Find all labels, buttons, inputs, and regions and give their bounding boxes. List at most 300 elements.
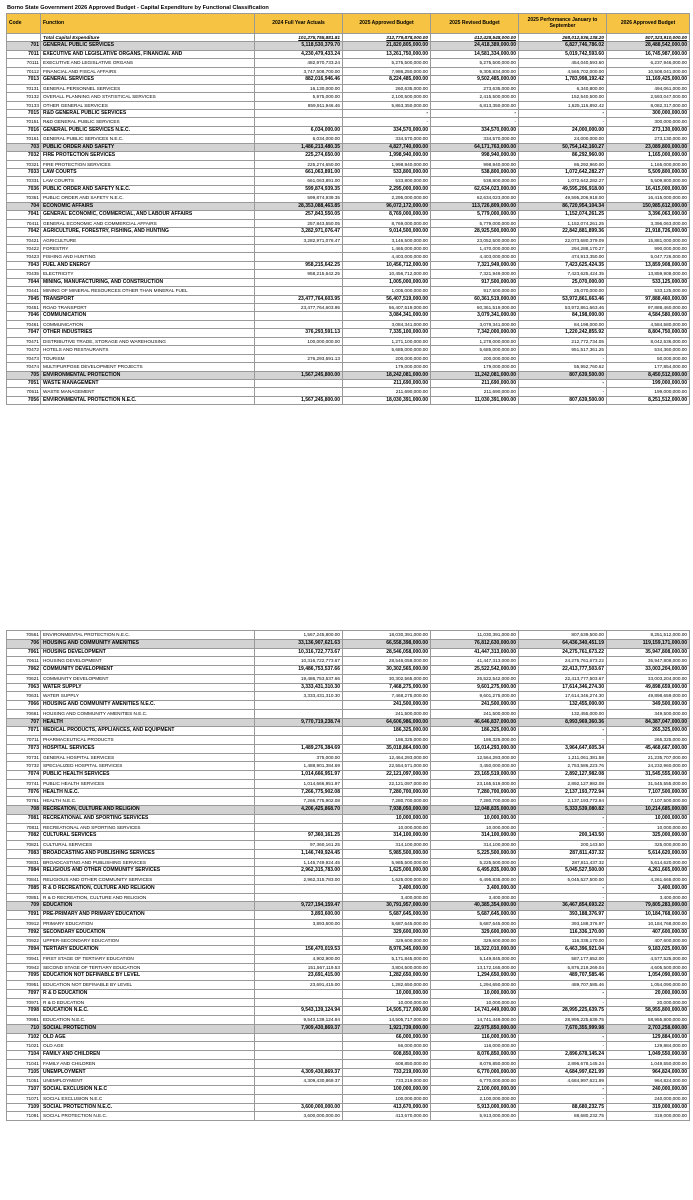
performance-2025-cell: 1,625,116,892.42 (519, 101, 607, 109)
approved-2025-cell: 1,625,000,000.00 (343, 876, 431, 885)
approved-2026-cell: 10,184,768,000.00 (607, 919, 690, 928)
function-cell: RECREATIONAL AND SPORTING SERVICES (41, 823, 255, 832)
revised-2025-cell: 3,079,341,000.00 (431, 312, 519, 320)
actuals-2024-cell: 225,274,650.00 (255, 160, 343, 168)
revised-2025-cell: 14,741,449,000.00 (431, 1007, 519, 1016)
function-cell: EDUCATION N.E.C. (41, 1007, 255, 1016)
actuals-2024-cell: 859,911,946.46 (255, 101, 343, 109)
function-cell: SOCIAL EXCLUSION N.E.C (41, 1094, 255, 1103)
function-cell: UNEMPLOYMENT (41, 1077, 255, 1086)
code-cell: 70811 (7, 823, 41, 832)
code-cell: 70922 (7, 937, 41, 946)
performance-2025-cell: 2,137,193,772.94 (519, 788, 607, 797)
function-cell: GENERAL SERVICES (41, 76, 255, 84)
approved-2025-cell: 5,275,500,000.00 (343, 59, 431, 67)
actuals-2024-cell: 3,333,431,310.30 (255, 692, 343, 701)
approved-2026-cell: 407,600,000.00 (607, 937, 690, 946)
code-cell: 71091 (7, 1112, 41, 1121)
approved-2026-cell: 8,251,512,000.00 (607, 396, 690, 404)
code-cell: 70851 (7, 893, 41, 902)
actuals-2024-cell: 599,874,939.35 (255, 194, 343, 202)
approved-2025-cell: 7,986,250,000.00 (343, 67, 431, 75)
code-cell: 706 (7, 639, 41, 648)
table-row (7, 841, 690, 850)
actuals-2024-cell (255, 736, 343, 745)
table-row (7, 185, 690, 193)
actuals-2024-cell: 33,136,907,621.63 (255, 639, 343, 648)
actuals-2024-cell: 1,567,245,800.00 (255, 631, 343, 640)
function-cell: SOCIAL PROTECTION (41, 1024, 255, 1033)
actuals-2024-cell: 97,360,161.25 (255, 841, 343, 850)
performance-2025-cell: 7,670,355,999.98 (519, 1024, 607, 1033)
table-row (7, 911, 690, 920)
table-row (7, 937, 690, 946)
approved-2026-cell: 8,042,536,000.00 (607, 337, 690, 345)
revised-2025-cell: 538,800,000.00 (431, 177, 519, 185)
approved-2025-cell: 56,407,519,000.00 (343, 304, 431, 312)
approved-2026-cell: 407,600,000.00 (607, 928, 690, 937)
function-cell: ENVIRONMENTAL PROTECTION N.E.C. (41, 631, 255, 640)
actuals-2024-cell: 3,893,600.00 (255, 919, 343, 928)
approved-2025-cell: 733,219,000.00 (343, 1077, 431, 1086)
table-row (7, 1094, 690, 1103)
table-row (7, 797, 690, 806)
approved-2025-cell: 413,670,000.00 (343, 1103, 431, 1112)
table-row (7, 1086, 690, 1095)
function-cell: FINANCIAL AND FISCAL AFFAIRS (41, 67, 255, 75)
code-cell: 70131 (7, 84, 41, 92)
approved-2026-cell: 319,000,000.00 (607, 1103, 690, 1112)
code-cell: 7016 (7, 126, 41, 134)
table-row (7, 160, 690, 168)
actuals-2024-cell (255, 1033, 343, 1042)
revised-2025-cell: 46,646,837,000.00 (431, 718, 519, 727)
approved-2025-cell: 186,325,000.00 (343, 736, 431, 745)
approved-2025-cell: 5,171,845,000.00 (343, 954, 431, 963)
approved-2025-cell: 2,295,000,000.00 (343, 194, 431, 202)
actuals-2024-cell: 1,486,213,480.35 (255, 143, 343, 151)
table-row (7, 50, 690, 58)
table-row (7, 788, 690, 797)
approved-2026-cell: 10,000,000.00 (607, 814, 690, 823)
performance-2025-cell: 5,019,742,593.60 (519, 50, 607, 58)
code-cell: 71041 (7, 1059, 41, 1068)
actuals-2024-cell: 5,975,000.00 (255, 93, 343, 101)
approved-2026-cell: 23,089,800,000.00 (607, 143, 690, 151)
actuals-2024-cell (255, 814, 343, 823)
actuals-2024-cell: 3,282,971,076.47 (255, 228, 343, 236)
table-row (7, 674, 690, 683)
approved-2025-cell: 30,791,957,000.00 (343, 902, 431, 911)
performance-2025-cell: 393,188,376.97 (519, 911, 607, 920)
approved-2026-cell: 33,003,204,000.00 (607, 674, 690, 683)
actuals-2024-cell: 257,843,550.05 (255, 211, 343, 219)
actuals-2024-cell: 482,970,733.24 (255, 59, 343, 67)
function-cell: PUBLIC ORDER AND SAFETY (41, 143, 255, 151)
actuals-2024-cell: 882,016,946.46 (255, 76, 343, 84)
revised-2025-cell: 7,342,000,000.00 (431, 329, 519, 337)
revised-2025-cell: 6,813,350,000.00 (431, 101, 519, 109)
actuals-2024-cell: 2,962,315,783.00 (255, 876, 343, 885)
actuals-2024-cell: 5,118,530,379.70 (255, 42, 343, 50)
performance-2025-cell: 55,952,760.62 (519, 363, 607, 371)
function-cell: COMMUNICATION (41, 320, 255, 328)
actuals-2024-cell (255, 244, 343, 252)
table-row (7, 320, 690, 328)
function-cell: OTHER INDUSTRIES (41, 329, 255, 337)
approved-2026-cell: 119,159,171,000.00 (607, 639, 690, 648)
performance-2025-cell: 84,198,000.00 (519, 320, 607, 328)
table-row (7, 76, 690, 84)
table-row (7, 42, 690, 50)
approved-2026-cell: 8,082,317,000.00 (607, 101, 690, 109)
revised-2025-cell: 9,305,834,000.00 (431, 67, 519, 75)
approved-2025-cell: 18,030,391,000.00 (343, 396, 431, 404)
function-cell: ECONOMIC AFFAIRS (41, 202, 255, 210)
approved-2026-cell: 964,824,000.00 (607, 1068, 690, 1077)
performance-2025-cell: 951,517,361.25 (519, 346, 607, 354)
approved-2026-cell: 1,165,000,000.00 (607, 160, 690, 168)
actuals-2024-cell: 100,000,000.00 (255, 337, 343, 345)
performance-2025-cell: 1,152,074,261.25 (519, 219, 607, 227)
actuals-2024-cell: 3,600,000,000.00 (255, 1112, 343, 1121)
approved-2025-cell: 533,800,000.00 (343, 177, 431, 185)
code-cell: 701 (7, 42, 41, 50)
actuals-2024-cell (255, 998, 343, 1007)
function-cell: R & D EDUCATION (41, 989, 255, 998)
performance-2025-cell: 200,143.50 (519, 841, 607, 850)
code-cell: 7104 (7, 1051, 41, 1060)
code-cell: 70731 (7, 753, 41, 762)
approved-2025-cell: 200,000,000.00 (343, 354, 431, 362)
table-row (7, 631, 690, 640)
function-cell: FIRST STAGE OF TERTIARY EDUCATION (41, 954, 255, 963)
code-cell: 7082 (7, 832, 41, 841)
actuals-2024-cell: 6,034,000.00 (255, 126, 343, 134)
approved-2025-cell: 179,000,000.00 (343, 363, 431, 371)
table-row (7, 893, 690, 902)
revised-2025-cell: 14,741,449,000.00 (431, 1016, 519, 1025)
actuals-2024-cell (255, 989, 343, 998)
revised-2025-cell: - (431, 109, 519, 117)
performance-2025-cell: 2,892,127,982.08 (519, 771, 607, 780)
approved-2025-cell: 30,302,565,000.00 (343, 666, 431, 675)
revised-2025-cell: 200,000,000.00 (431, 354, 519, 362)
approved-2025-cell: 608,850,000.00 (343, 1051, 431, 1060)
performance-2025-cell: 212,772,734.05 (519, 337, 607, 345)
actuals-2024-cell: 3,747,508,700.00 (255, 67, 343, 75)
approved-2026-cell: 494,061,000.00 (607, 84, 690, 92)
table-row (7, 954, 690, 963)
performance-2025-cell: 1,783,998,192.42 (519, 76, 607, 84)
revised-2025-cell: 329,600,000.00 (431, 928, 519, 937)
table-row (7, 1077, 690, 1086)
approved-2025-cell: 8,769,000,000.00 (343, 219, 431, 227)
actuals-2024-cell (255, 1094, 343, 1103)
approved-2026-cell: 3,400,000.00 (607, 884, 690, 893)
table-row (7, 396, 690, 404)
approved-2025-cell: 3,400,000.00 (343, 893, 431, 902)
approved-2025-cell: 314,100,000.00 (343, 841, 431, 850)
revised-2025-cell: 5,275,500,000.00 (431, 59, 519, 67)
code-cell: 70361 (7, 194, 41, 202)
function-cell: HOUSING AND COMMUNITY AMENITIES (41, 639, 255, 648)
approved-2026-cell: 8,251,512,000.00 (607, 631, 690, 640)
actuals-2024-cell (255, 823, 343, 832)
approved-2026-cell: 2,593,047,000.00 (607, 93, 690, 101)
table-row (7, 832, 690, 841)
code-cell: 70621 (7, 674, 41, 683)
approved-2026-cell: 13,859,908,000.00 (607, 270, 690, 278)
function-cell: FISHING AND HUNTING (41, 253, 255, 261)
performance-2025-cell: 22,842,881,899.36 (519, 228, 607, 236)
function-cell: WATER SUPPLY (41, 692, 255, 701)
actuals-2024-cell: 9,543,139,124.94 (255, 1007, 343, 1016)
revised-2025-cell: 41,447,313,000.00 (431, 648, 519, 657)
actuals-2024-cell: 1,488,901,384.69 (255, 762, 343, 771)
table-row (7, 236, 690, 244)
code-cell: 7013 (7, 76, 41, 84)
code-cell: 70471 (7, 337, 41, 345)
performance-2025-cell: - (519, 823, 607, 832)
performance-2025-cell: 200,143.50 (519, 832, 607, 841)
revised-2025-cell: 186,325,000.00 (431, 736, 519, 745)
performance-2025-cell: 7,423,625,424.35 (519, 270, 607, 278)
table-row (7, 59, 690, 67)
function-cell: PUBLIC ORDER AND SAFETY N.E.C. (41, 185, 255, 193)
actuals-2024-cell: 4,309,430,869.37 (255, 1077, 343, 1086)
approved-2025-cell: 14,505,717,000.00 (343, 1007, 431, 1016)
performance-2025-cell: - (519, 388, 607, 396)
table-row (7, 876, 690, 885)
actuals-2024-cell (255, 1086, 343, 1095)
code-cell: 7073 (7, 744, 41, 753)
performance-2025-cell: 287,811,437.32 (519, 858, 607, 867)
approved-2026-cell: 4,261,665,000.00 (607, 876, 690, 885)
code-cell: 7011 (7, 50, 41, 58)
code-cell: 70511 (7, 388, 41, 396)
revised-2025-cell: 23,165,519,000.00 (431, 779, 519, 788)
approved-2026-cell: 20,000,000.00 (607, 989, 690, 998)
performance-2025-cell: - (519, 736, 607, 745)
approved-2026-cell: 964,824,000.00 (607, 1077, 690, 1086)
revised-2025-cell: 60,361,519,000.00 (431, 295, 519, 303)
code-cell: 70331 (7, 177, 41, 185)
actuals-2024-cell: 1,146,749,924.45 (255, 858, 343, 867)
approved-2025-cell: 1,465,000,000.00 (343, 244, 431, 252)
actuals-2024-cell (255, 1051, 343, 1060)
actuals-2024-cell: 9,543,139,124.94 (255, 1016, 343, 1025)
code-cell: 70441 (7, 287, 41, 295)
approved-2025-cell: 413,670,000.00 (343, 1112, 431, 1121)
function-cell: FAMILY AND CHILDREN (41, 1059, 255, 1068)
actuals-2024-cell: 599,874,939.35 (255, 185, 343, 193)
function-cell: EDUCATION N.E.C. (41, 1016, 255, 1025)
function-cell: ROAD TRANSPORT (41, 304, 255, 312)
performance-2025-cell: 88,680,232.75 (519, 1103, 607, 1112)
performance-2025-cell: - (519, 1042, 607, 1051)
actuals-2024-cell: 10,316,722,773.67 (255, 648, 343, 657)
actuals-2024-cell: 1,014,666,951.97 (255, 771, 343, 780)
approved-2025-cell: 2,100,500,000.00 (343, 93, 431, 101)
approved-2025-cell: - (343, 118, 431, 126)
approved-2026-cell: 24,232,960,000.00 (607, 762, 690, 771)
function-cell: PUBLIC HEALTH SERVICES (41, 771, 255, 780)
table-row (7, 126, 690, 134)
function-cell: EDUCATION NOT DEFINABLE BY LEVEL (41, 972, 255, 981)
performance-2025-cell: 6,340,800.00 (519, 84, 607, 92)
code-cell: 7051 (7, 379, 41, 387)
approved-2025-cell: 22,554,571,000.00 (343, 762, 431, 771)
revised-2025-cell: 3,400,000.00 (431, 893, 519, 902)
revised-2025-cell: 113,726,809,000.00 (431, 202, 519, 210)
approved-2025-cell: 4,403,000,000.00 (343, 253, 431, 261)
performance-2025-cell: 489,707,585.46 (519, 981, 607, 990)
actuals-2024-cell (255, 320, 343, 328)
performance-2025-cell: - (519, 1033, 607, 1042)
header-function: Function (41, 14, 255, 34)
performance-2025-cell: 1,072,642,282.27 (519, 169, 607, 177)
approved-2026-cell: 4,584,580,000.00 (607, 312, 690, 320)
approved-2026-cell: 49,898,659,000.00 (607, 683, 690, 692)
actuals-2024-cell: 661,063,891.00 (255, 169, 343, 177)
revised-2025-cell: 25,522,542,000.00 (431, 666, 519, 675)
revised-2025-cell: 5,913,000,000.00 (431, 1112, 519, 1121)
approved-2026-cell: 58,955,800,000.00 (607, 1007, 690, 1016)
table-row (7, 1033, 690, 1042)
table-row (7, 1042, 690, 1051)
actuals-2024-cell (255, 701, 343, 710)
actuals-2024-cell: 958,215,642.25 (255, 261, 343, 269)
revised-2025-cell: 16,014,293,000.00 (431, 744, 519, 753)
table-row (7, 998, 690, 1007)
approved-2026-cell: 35,947,808,000.00 (607, 648, 690, 657)
table-row (7, 858, 690, 867)
code-cell: 70111 (7, 59, 41, 67)
function-cell: HOTELS AND RESTAURANTS (41, 346, 255, 354)
approved-2026-cell: 2,703,258,000.00 (607, 1024, 690, 1033)
table-row (7, 169, 690, 177)
table-row (7, 329, 690, 337)
approved-2025-cell: 66,000,000.00 (343, 1042, 431, 1051)
approved-2025-cell: 329,600,000.00 (343, 928, 431, 937)
revised-2025-cell: 62,634,023,000.00 (431, 194, 519, 202)
approved-2026-cell: 97,888,460,000.00 (607, 304, 690, 312)
actuals-2024-cell (255, 1042, 343, 1051)
approved-2025-cell: 334,570,000.00 (343, 126, 431, 134)
actuals-2024-cell: 376,293,591.13 (255, 329, 343, 337)
revised-2025-cell: 186,325,000.00 (431, 727, 519, 736)
code-cell: 70423 (7, 253, 41, 261)
table-row (7, 919, 690, 928)
revised-2025-cell: 5,687,645,000.00 (431, 911, 519, 920)
table-row (7, 683, 690, 692)
header-code: Code (7, 14, 41, 34)
header-2024-actuals: 2024 Full Year Actuals (255, 14, 343, 34)
actuals-2024-cell: 97,360,161.25 (255, 832, 343, 841)
revised-2025-cell: 6,770,000,000.00 (431, 1077, 519, 1086)
table-row (7, 639, 690, 648)
function-cell: HEALTH N.E.C. (41, 788, 255, 797)
actuals-2024-cell: 7,266,775,902.08 (255, 797, 343, 806)
code-cell: 7063 (7, 683, 41, 692)
total-row (7, 34, 690, 42)
code-cell: 708 (7, 806, 41, 815)
code-cell: 704 (7, 202, 41, 210)
performance-2025-cell: 22,413,777,503.67 (519, 666, 607, 675)
performance-2025-cell: 5,876,219,269.04 (519, 963, 607, 972)
performance-2025-cell: 5,333,539,080.82 (519, 806, 607, 815)
approved-2026-cell: 9,183,025,000.00 (607, 946, 690, 955)
revised-2025-cell: 7,280,700,000.00 (431, 788, 519, 797)
approved-2025-cell: 5,985,500,000.00 (343, 849, 431, 858)
approved-2026-cell: 50,000,000.00 (607, 354, 690, 362)
approved-2025-cell: 10,456,712,000.00 (343, 270, 431, 278)
function-cell: GENERAL HOSPITAL SERVICES (41, 753, 255, 762)
document-title: Borno State Government 2026 Approved Budget - Capital Expenditure by Functional Classification (7, 5, 269, 11)
approved-2026-cell: 3,400,000.00 (607, 893, 690, 902)
code-cell: 71021 (7, 1042, 41, 1051)
table-row (7, 771, 690, 780)
function-cell: ELECTRICITY (41, 270, 255, 278)
actuals-2024-cell (255, 388, 343, 396)
code-cell: 70732 (7, 762, 41, 771)
approved-2026-cell: 31,545,555,000.00 (607, 779, 690, 788)
table-row (7, 118, 690, 126)
approved-2025-cell: 7,938,050,000.00 (343, 806, 431, 815)
function-cell: HEALTH (41, 718, 255, 727)
approved-2026-cell: 5,509,800,000.00 (607, 169, 690, 177)
revised-2025-cell: 917,500,000.00 (431, 278, 519, 286)
code-cell (7, 34, 41, 42)
approved-2025-cell: 22,121,097,000.00 (343, 771, 431, 780)
performance-2025-cell: 2,892,127,982.08 (519, 779, 607, 788)
approved-2026-cell: 1,054,090,000.00 (607, 981, 690, 990)
table-row (7, 648, 690, 657)
function-cell: SOCIAL EXCLUSION N.E.C (41, 1086, 255, 1095)
performance-2025-cell: 5,045,527,500.00 (519, 867, 607, 876)
approved-2025-cell: 66,000,000.00 (343, 1033, 431, 1042)
function-cell: FAMILY AND CHILDREN (41, 1051, 255, 1060)
table-row (7, 692, 690, 701)
performance-2025-cell: - (519, 354, 607, 362)
approved-2025-cell: 9,014,500,000.00 (343, 228, 431, 236)
approved-2025-cell: 5,863,350,000.00 (343, 101, 431, 109)
performance-2025-cell: 152,540,500.00 (519, 93, 607, 101)
approved-2025-cell: 1,282,650,000.00 (343, 972, 431, 981)
table-row (7, 1024, 690, 1033)
actuals-2024-cell (255, 727, 343, 736)
code-cell: 70841 (7, 876, 41, 885)
performance-2025-cell: 2,753,586,223.76 (519, 762, 607, 771)
table-row (7, 666, 690, 675)
approved-2026-cell: 5,614,620,000.00 (607, 849, 690, 858)
performance-2025-cell: - (519, 893, 607, 902)
code-cell: 7091 (7, 911, 41, 920)
approved-2026-cell: 1,165,000,000.00 (607, 152, 690, 160)
revised-2025-cell: 273,635,000.00 (431, 84, 519, 92)
function-cell: WATER SUPPLY (41, 683, 255, 692)
header-2025-performance: 2025 Performance January to September (519, 14, 607, 34)
approved-2026-cell: 6,237,946,000.00 (607, 59, 690, 67)
revised-2025-cell: 3,079,341,000.00 (431, 320, 519, 328)
actuals-2024-cell: 1,146,749,924.45 (255, 849, 343, 858)
approved-2026-cell: 7,107,500,000.00 (607, 788, 690, 797)
code-cell: 7085 (7, 884, 41, 893)
code-cell: 7092 (7, 928, 41, 937)
performance-2025-cell: 6,463,396,921.04 (519, 946, 607, 955)
revised-2025-cell: 412,428,548,000.00 (431, 34, 519, 42)
